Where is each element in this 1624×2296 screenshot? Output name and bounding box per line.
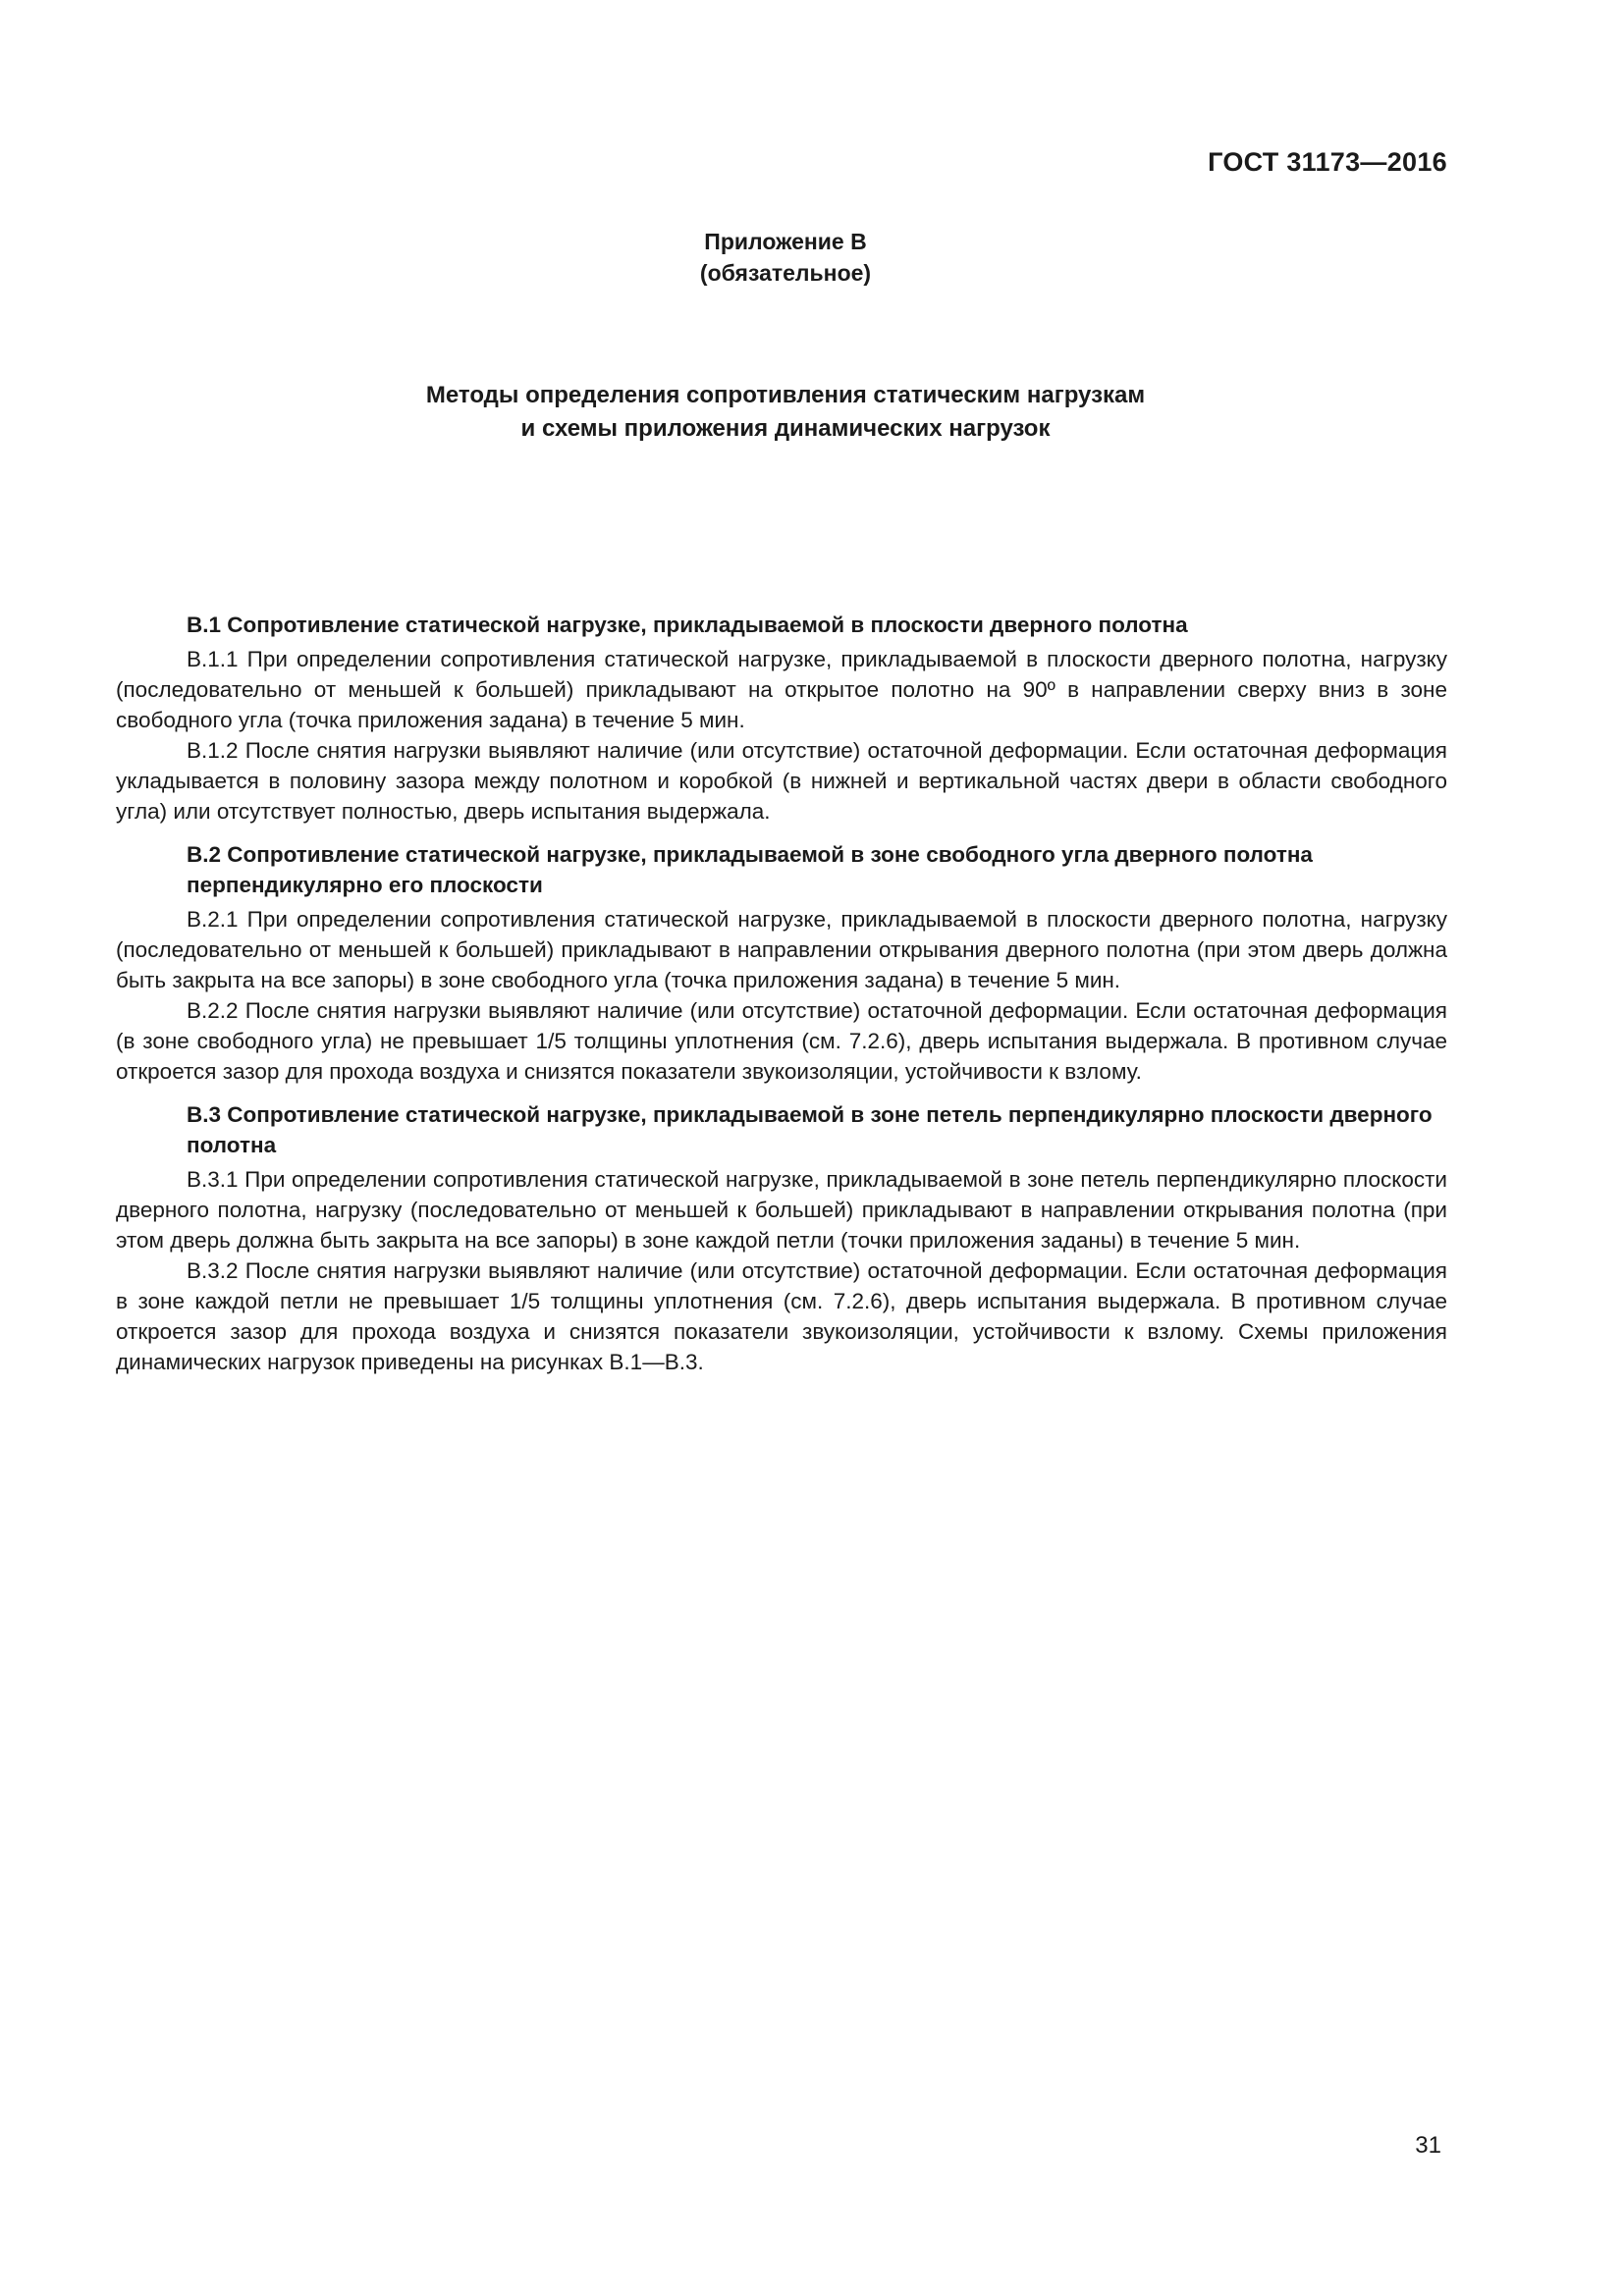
document-title	[0, 379, 1571, 446]
appendix-heading	[0, 226, 1571, 289]
page-number: 31	[1415, 2132, 1441, 2159]
document-title-line-1: Методы определения сопротивления статическим нагрузкам	[425, 382, 1146, 408]
appendix-status: (обязательное)	[699, 260, 872, 286]
appendix-label: Приложение В	[704, 229, 867, 254]
paragraph-b2-2: В.2.2 После снятия нагрузки выявляют наличие (или отсутствие) остаточной деформации. Если остаточная деформация (в зоне свободного угла) не превышает 1/5 толщины уплотнения (см. 7.2.6), дверь испытания выдержала. В противном случае откроется зазор для прохода воздуха и снизятся показатели звукоизоляции, устойчивости к взлому.	[116, 998, 1447, 1084]
paragraph-b3-1: В.3.1 При определении сопротивления статической нагрузке, прикладываемой в зоне петель перпендикулярно плоскости дверного полотна, нагрузку (последовательно от меньшей к большей) прикладывают в направлении открывания полотна (при этом дверь должна быть закрыта на все запоры) в зоне каждой петли (точки приложения заданы) в течение 5 мин.	[116, 1167, 1447, 1253]
paragraph-b3-2: В.3.2 После снятия нагрузки выявляют наличие (или отсутствие) остаточной деформации. Если остаточная деформация в зоне каждой петли не превышает 1/5 толщины уплотнения (см. 7.2.6), дверь испытания выдержала. В противном случае откроется зазор для прохода воздуха и снизятся показатели звукоизоляции, устойчивости к взлому. Схемы приложения динамических нагрузок приведены на рисунках В.1—В.3.	[116, 1258, 1447, 1374]
section-heading: В.1 Сопротивление статической нагрузке, прикладываемой в плоскости дверного полотна	[187, 613, 1188, 637]
section-b3	[116, 1099, 1447, 1377]
section-heading: В.3 Сопротивление статической нагрузке, прикладываемой в зоне петель перпендикулярно плоскости дверного полотна	[187, 1102, 1433, 1157]
section-heading: В.2 Сопротивление статической нагрузке, прикладываемой в зоне свободного угла дверного полотна перпендикулярно его плоскости	[187, 842, 1313, 897]
paragraph-b2-1: В.2.1 При определении сопротивления статической нагрузке, прикладываемой в плоскости дверного полотна, нагрузку (последовательно от меньшей к большей) прикладывают в направлении открывания дверного полотна (при этом дверь должна быть закрыта на все запоры) в зоне свободного угла (точка приложения задана) в течение 5 мин.	[116, 907, 1447, 992]
document-body	[116, 610, 1447, 1377]
paragraph-b1-1: В.1.1 При определении сопротивления статической нагрузке, прикладываемой в плоскости дверного полотна, нагрузку (последовательно от меньшей к большей) прикладывают на открытое полотно на 90º в направлении сверху вниз в зоне свободного угла (точка приложения задана) в течение 5 мин.	[116, 647, 1447, 732]
section-b1	[116, 610, 1447, 827]
document-title-line-2: и схемы приложения динамических нагрузок	[520, 415, 1051, 442]
paragraph-b1-2: В.1.2 После снятия нагрузки выявляют наличие (или отсутствие) остаточной деформации. Если остаточная деформация укладывается в половину зазора между полотном и коробкой (в нижней и вертикальной частях двери в области свободного угла) или отсутствует полностью, дверь испытания выдержала.	[116, 738, 1447, 824]
section-b2	[116, 839, 1447, 1087]
document-code: ГОСТ 31173—2016	[1208, 147, 1447, 177]
